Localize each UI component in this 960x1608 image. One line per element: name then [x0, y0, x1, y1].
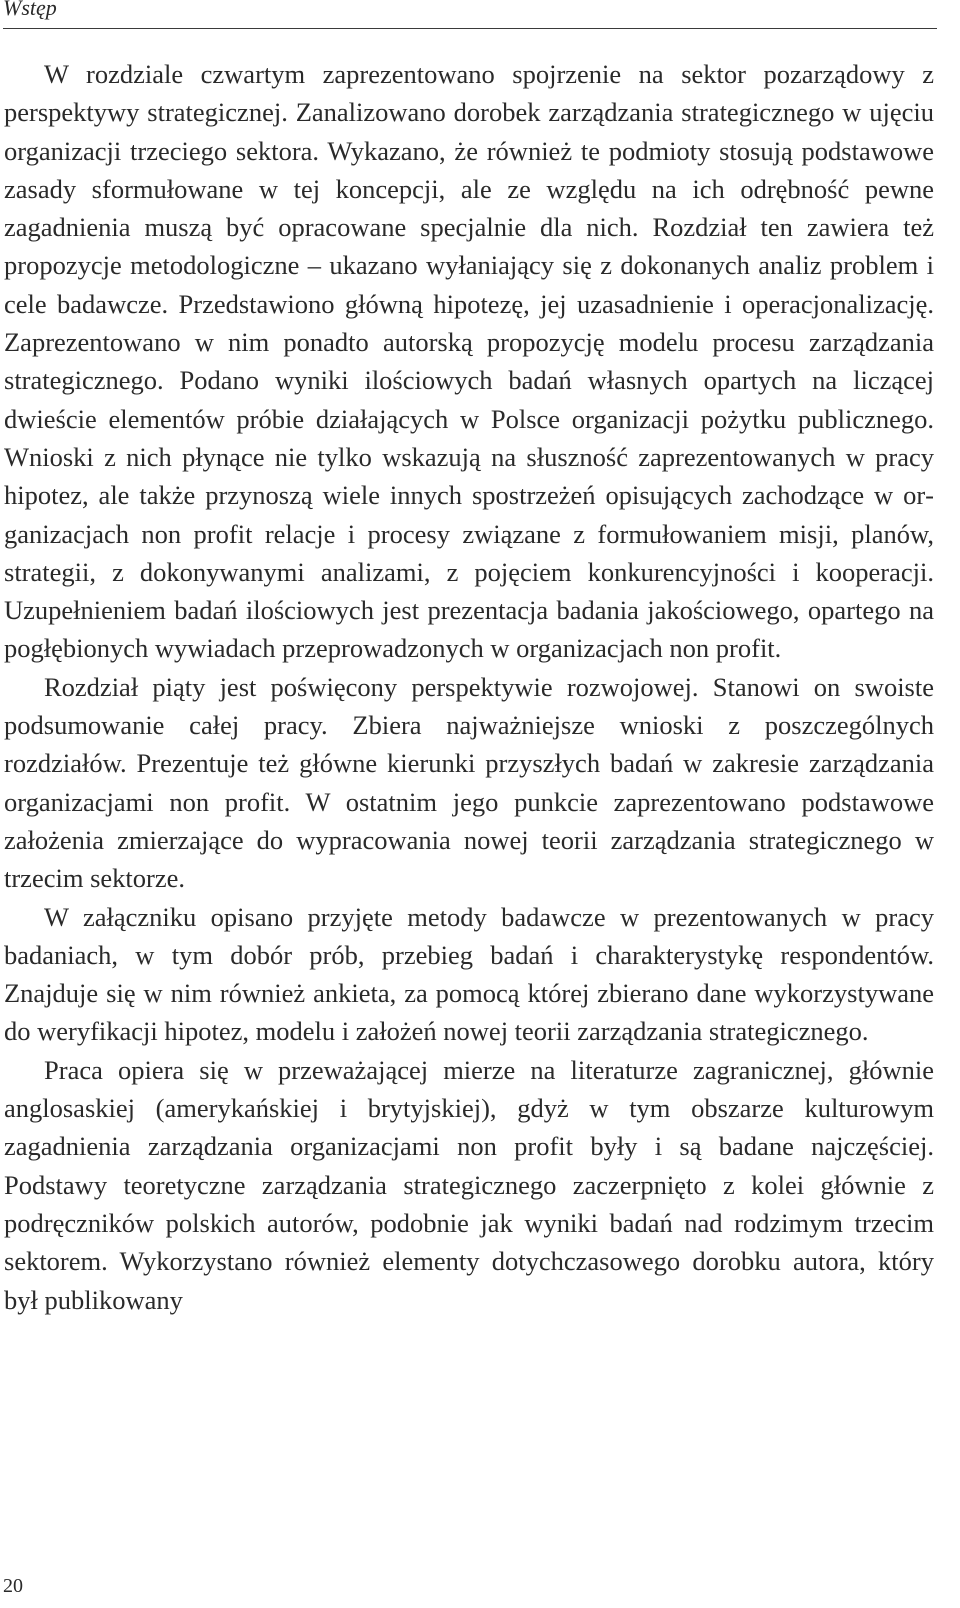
- running-header-title: Wstęp: [3, 0, 57, 20]
- page-number: 20: [3, 1575, 23, 1597]
- running-header: [3, 0, 937, 29]
- paragraph: W załączniku opisano przyjęte metody badawcze w prezentowanych w pracy badaniach, w tym dobór prób, przebieg badań i charakterystykę respondentów. Znajduje się w nim również ankieta, za pomocą której zbierano dane wykorzystywane do weryfikacji hipotez, modelu i założeń nowej teorii zarządzania strategicznego.: [4, 901, 934, 1047]
- paragraph: Praca opiera się w przeważającej mierze na literaturze zagranicznej, głównie anglosaskiej (amerykańskiej i brytyjskiej), gdyż w tym obszarze kulturowym zagadnienia zarządzania organizacjami non profit były i są badane najczęściej. Podstawy teoretyczne zarządzania strategicznego zaczerpnięto z kolei głównie z podręczników polskich autorów, podobnie jak wyniki badań nad rodzimym trzecim sektorem. Wykorzystano również elementy dotychczasowego dorobku autora, który był publikowany: [4, 1054, 934, 1315]
- text-body: [4, 55, 934, 1319]
- paragraph: Rozdział piąty jest poświęcony perspektywie rozwojowej. Stanowi on swoiste podsumowanie całej pracy. Zbiera najważniejsze wnioski z poszczególnych rozdziałów. Prezentuje też główne kierunki przyszłych badań w zakresie zarządzania organizacjami non profit. W ostatnim jego punkcie zaprezentowano podstawowe założenia zmierzające do wypracowania nowej teorii zarządzania strategicznego w trzecim sektorze.: [4, 671, 934, 894]
- paragraph: W rozdziale czwartym zaprezentowano spojrzenie na sektor pozarządowy z perspektywy strategicznej. Zanalizowano dorobek zarządzania strategicznego w ujęciu organizacji trzeciego sektora. Wykazano, że również te podmioty stosują podstawowe zasady sformułowane w tej koncepcji, ale ze względu na ich odrębność pewne zagadnienia muszą być opracowane specjalnie dla nich. Rozdział ten zawiera też propozycje metodologiczne – ukazano wyłaniający się z dokonanych analiz problem i cele badawcze. Przedstawiono główną hipotezę, jej uzasadnienie i operacjonalizację. Zaprezentowano w nim ponadto autorską propozycję modelu procesu zarządzania strategicznego. Podano wyniki ilościowych badań własnych opartych na liczącej dwieście elementów próbie działających w Polsce organizacji pożytku publicznego. Wnioski z nich płynące nie tylko wskazują na słuszność zaprezentowanych w pracy hipotez, ale także przynoszą wiele innych spostrzeżeń opisujących zachodzące w organizacjach non profit relacje i procesy związane z formułowaniem misji, planów, strategii, z dokonywanymi analizami, z pojęciem konkurencyjności i kooperacji. Uzupełnieniem badań ilościowych jest prezentacja badania jakościowego, opartego na pogłębionych wywiadach przeprowadzonych w organizacjach non profit.: [4, 59, 934, 664]
